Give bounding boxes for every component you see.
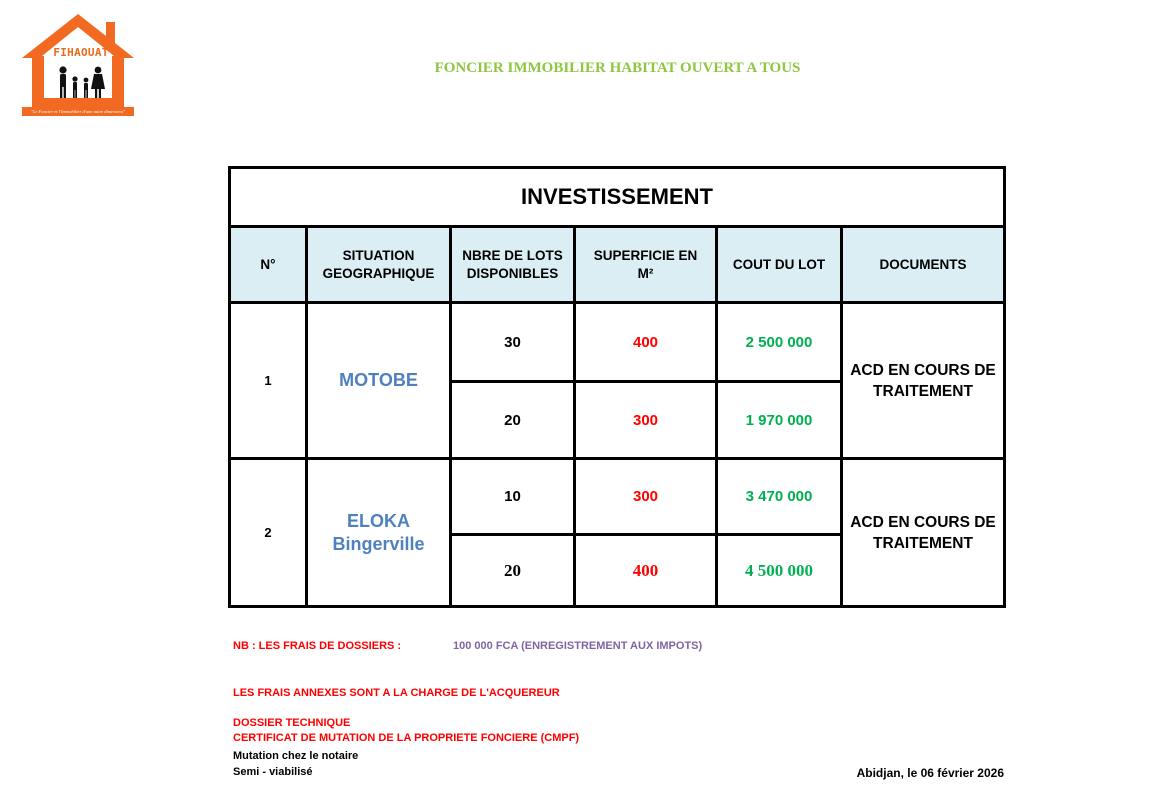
row-2-documents: ACD EN COURS DE TRAITEMENT [850,513,996,552]
row-1-number: 1 [264,373,272,388]
investment-table [228,166,1006,608]
document-date: Abidjan, le 06 février 2026 [856,766,1004,780]
logo-name: FIHAOUAT [53,46,109,59]
notary-note: Mutation chez le notaire [233,750,359,762]
row-2b-superficie: 400 [632,560,659,580]
row-2-number: 2 [264,525,272,540]
row-2a-superficie: 300 [632,488,659,505]
header-situation: SITUATION GEOGRAPHIQUE [308,228,449,301]
table-rule [305,225,308,608]
row-2a-cout: 3 470 000 [745,488,813,505]
row-1a-cout: 2 500 000 [745,333,813,351]
row-1b-cout: 1 970 000 [745,411,813,429]
header-cout: COUT DU LOT [718,228,840,301]
row-2b-lots: 20 [504,560,521,580]
table-rule [228,457,1006,460]
table-rule [228,301,1006,304]
technical-file-note: DOSSIER TECHNIQUE [233,717,351,729]
row-2a-lots: 10 [504,488,521,505]
fees-value: 100 000 FCA (ENREGISTREMENT AUX IMPOTS) [453,640,703,652]
table-rule [228,225,1006,228]
row-1a-superficie: 400 [632,333,659,351]
row-1-site: MOTOBE [339,370,418,390]
header-lots: NBRE DE LOTS DISPONIBLES [452,228,573,301]
header-no: N° [231,228,305,301]
header-superficie: SUPERFICIE EN M² [576,228,715,301]
logo-tagline: "Le Foncier et l'Immobilier d'une autre dimension" [30,109,126,114]
table-rule [840,225,843,608]
row-1b-superficie: 300 [632,411,659,429]
table-rule [573,225,576,608]
header-title: FONCIER IMMOBILIER HABITAT OUVERT A TOUS [434,60,801,76]
table-rule [449,225,452,608]
cmpf-note: CERTIFICAT DE MUTATION DE LA PROPRIETE FONCIERE (CMPF) [233,732,580,744]
annex-fees-note: LES FRAIS ANNEXES SONT A LA CHARGE DE L'ACQUEREUR [233,687,560,699]
table-border-right [1003,166,1006,608]
row-1a-lots: 30 [504,333,521,351]
header-documents: DOCUMENTS [843,228,1003,301]
row-1b-lots: 20 [504,411,521,429]
table-title: INVESTISSEMENT [521,184,713,209]
row-2b-cout: 4 500 000 [745,560,813,580]
table-rule [449,380,843,383]
table-rule [449,533,843,536]
table-border-bottom [228,605,1006,608]
table-rule [715,225,718,608]
fees-label: NB : LES FRAIS DE DOSSIERS : [233,640,402,652]
table-border-top [228,166,1006,169]
row-2-site: ELOKA Bingerville [332,510,425,554]
row-1-documents: ACD EN COURS DE TRAITEMENT [850,361,996,400]
table-border-left [228,166,231,608]
serviced-note: Semi - viabilisé [233,766,313,778]
